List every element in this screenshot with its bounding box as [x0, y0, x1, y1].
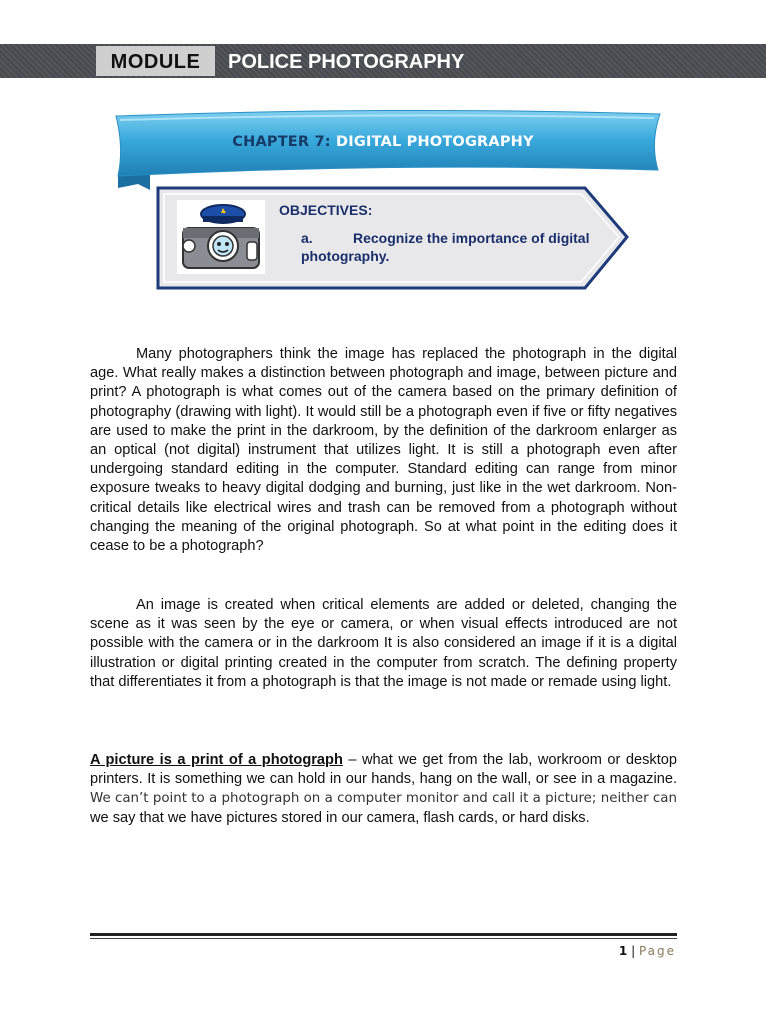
paragraph-3-alt: We can’t point to a photograph on a computer monitor and call it a picture; neither can: [90, 791, 677, 807]
footer-rule-thick: [90, 933, 677, 936]
chapter-name: DIGITAL PHOTOGRAPHY: [336, 134, 534, 150]
paragraph-3-end: we say that we have pictures stored in our camera, flash cards, or hard disks.: [90, 809, 590, 826]
page-footer: [619, 944, 676, 958]
picture-definition-lead: A picture is a print of a photograph: [90, 752, 343, 768]
page-word: Page: [638, 944, 676, 958]
paragraph-image: [90, 596, 677, 692]
objective-item: [301, 229, 601, 265]
objective-marker: a.: [301, 230, 313, 246]
police-camera-mascot-icon: [175, 198, 267, 276]
page-number: 1: [618, 944, 628, 958]
chapter-title: [118, 134, 648, 150]
page-separator: |: [627, 944, 639, 958]
paragraph-photograph: [90, 345, 677, 556]
footer-rule-thin: [90, 938, 677, 939]
objective-text: Recognize the importance of digital photography.: [301, 230, 590, 264]
paragraph-1-text: Many photographers think the image has replaced the photograph in the digital age. What really makes a distinction between photograph and image, between picture and print? A photograph is what comes out of the camera based on the primary definition of photography (drawing with light). It would still be a photograph even if five or fifty negatives are used to make the print in the darkroom, by the definition of the darkroom enlarger as an optical (not digital) instrument that utilizes light. It is still a photograph even after undergoing standard editing in the computer. Standard editing can range from minor exposure tweaks to heavy digital dodging and burning, just like in the wet darkroom. Non-critical details like electrical wires and trash can be removed from a photograph without changing the meaning of the original photograph. So at what point in the editing does it cease to be a photograph?: [90, 346, 677, 555]
chapter-label: CHAPTER 7:: [232, 134, 331, 150]
module-label: MODULE: [96, 46, 215, 76]
module-title: POLICE PHOTOGRAPHY: [228, 51, 465, 73]
paragraph-2-text: An image is created when critical elements are added or deleted, changing the scene as it was seen by the eye or camera, or when visual effects introduced are not possible with the camera or in the darkroom It is also considered an image if it is a digital illustration or digital printing created in the computer from scratch. The defining property that differentiates it from a photograph is that the image is not made or remade using light.: [90, 597, 677, 690]
chapter-ribbon: [110, 108, 666, 194]
paragraph-3-rest: – what we get from the lab, workroom or desktop printers. It is something we can hold in our hands, hang on the wall, or see in a magazine.: [90, 752, 677, 788]
objectives-heading: OBJECTIVES:: [279, 202, 373, 218]
paragraph-picture: [90, 751, 677, 828]
